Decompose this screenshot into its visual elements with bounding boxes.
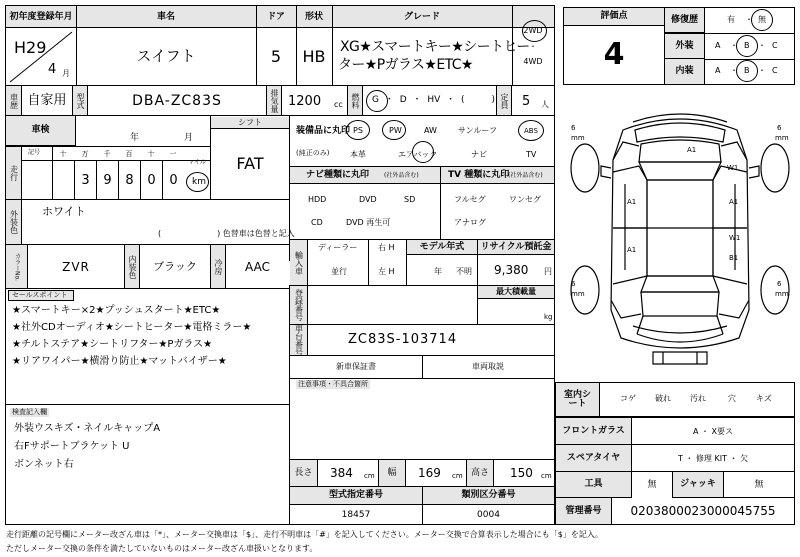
grade-line-2: ター★Pガラス★ETC★ <box>338 57 473 73</box>
fuel-g-circle <box>366 90 388 112</box>
mileage-digit-header: 千 <box>103 149 111 158</box>
equipment-subtitle: (純正のみ) <box>296 149 330 157</box>
navi-dvd-play: DVD 再生可 <box>346 218 391 227</box>
height-label: 高さ <box>466 460 494 486</box>
recycle-label: リサイクル預託金 <box>478 240 554 255</box>
sales-point-2: ★社外CDオーディオ★シートヒーター★電格ミラー★ <box>12 322 252 333</box>
navi-dvd: DVD <box>359 195 377 204</box>
interior-label-r: 内装 <box>665 59 705 84</box>
equip-airbag: エアバック <box>398 150 438 159</box>
chassis-label: 車台番号 <box>290 325 308 355</box>
tire-rr-mm: mm <box>775 290 789 298</box>
abs-circle <box>518 120 544 141</box>
tools-value: 無 <box>647 479 657 490</box>
mark-a1-right-front: A1 <box>729 198 739 206</box>
door-count: 5 <box>270 46 282 66</box>
usage-value: 自家用 <box>27 93 67 108</box>
import-label: 輸入車 <box>290 240 308 285</box>
width-value: 169 <box>418 466 441 480</box>
sales-point-1: ★スマートキー×2★プッシュスタート★ETC★ <box>12 305 221 316</box>
mark-a1-left-front: A1 <box>627 198 637 206</box>
mileage-unit-label: マイル <box>188 159 206 166</box>
name-label: 車名 <box>156 11 175 22</box>
equip-pw: PW <box>389 126 402 135</box>
registration-label: 登録番号 <box>290 286 308 324</box>
model-year-label: モデル年式 <box>407 240 477 255</box>
tire-fl-mm: mm <box>571 134 585 142</box>
score-label: 評価点 <box>564 8 664 26</box>
mileage-digit-header: 万 <box>81 149 89 158</box>
recycle-unit: 円 <box>544 267 552 276</box>
footer-line-2: ただしメーター交換の条件を満たしていないものはメーター改ざん車扱いとなります。 <box>6 544 318 553</box>
mileage-unit-value: km <box>192 177 206 187</box>
mileage-digit: 9 <box>96 161 118 199</box>
repair-yes: 有 <box>727 15 735 24</box>
management-label: 管理番号 <box>556 498 612 524</box>
repair-no: 無 <box>758 15 766 24</box>
notes-label: 注意事項・不具合箇所 <box>298 380 368 388</box>
fuel-options: G ・ D ・ HV ・ ( ) <box>372 95 496 105</box>
capacity-label: 定員 <box>496 86 512 115</box>
length-label: 長さ <box>290 460 318 486</box>
mileage-digit-header: 十 <box>59 149 67 158</box>
door-label: ドア <box>267 11 285 22</box>
drive-4wd: 4WD <box>523 57 543 66</box>
class-no-value: 0004 <box>477 509 500 520</box>
color-code-label: カラーNo. <box>6 245 28 288</box>
interior-sep1: ・ <box>730 66 738 75</box>
tools-label: 工具 <box>556 472 632 498</box>
year-label: 初年度登録年月 <box>9 11 73 22</box>
inspector-line-2: 右Fサポートブラケット U <box>14 441 130 452</box>
windshield-value: A ・ X要ス <box>692 426 734 436</box>
navi-label: ナビ種類に丸印 <box>306 170 370 180</box>
exterior-c: C <box>772 41 778 50</box>
usage-label: 車歴 <box>6 86 22 115</box>
shape-label: 形状 <box>304 11 323 22</box>
windshield-label: フロントガラス <box>556 418 632 445</box>
mileage-digit: 0 <box>140 161 162 199</box>
tire-rr-6: 6 <box>777 280 782 288</box>
drive-sep: ・ <box>529 42 537 51</box>
repair-label: 修復歴 <box>665 8 705 33</box>
interior-label: 内装色 <box>124 245 140 288</box>
color-note: ( ) 色替車は色替と記入 <box>158 229 295 238</box>
chassis-value: ZC83S-103714 <box>348 332 458 347</box>
equip-tv: TV <box>526 150 537 159</box>
navi-cd: CD <box>311 218 323 227</box>
equip-leather: 本革 <box>350 150 366 159</box>
airbag-circle <box>412 141 434 163</box>
height-unit: cm <box>541 472 552 480</box>
ac-label: 冷房 <box>210 245 226 288</box>
body-shape: HB <box>302 46 326 66</box>
class-no-label: 類別区分番号 <box>423 487 554 505</box>
interior-b-circle <box>736 60 758 82</box>
exterior-b: B <box>744 41 750 50</box>
year-value: H29 <box>14 38 47 57</box>
mark-a1-left-rear: A1 <box>627 246 637 254</box>
pw-circle <box>382 120 406 140</box>
mark-w1-front-right: W1 <box>727 164 739 172</box>
inspection-label: 車検 <box>6 116 76 146</box>
model-year-year: 年 <box>434 267 442 276</box>
car-damage-diagram <box>563 100 797 375</box>
color-value: ホワイト <box>42 205 86 218</box>
displacement-value: 1200 <box>288 94 322 109</box>
km-circle <box>186 172 209 192</box>
tv-oneseg: ワンセグ <box>509 195 541 204</box>
repair-sep: ・ <box>745 15 753 24</box>
navi-hdd: HDD <box>308 195 327 204</box>
equip-abs: ABS <box>524 127 538 135</box>
exterior-b-circle <box>736 35 758 57</box>
tv-fullseg: フルセグ <box>454 195 486 204</box>
mileage-digit: 3 <box>74 161 96 199</box>
manual-label: 車両取説 <box>472 362 504 371</box>
displacement-label: 排気量 <box>266 86 282 115</box>
max-load-unit: kg <box>544 313 553 321</box>
repair-no-circle <box>751 9 773 31</box>
tire-fr-mm: mm <box>775 134 789 142</box>
interior-sep2: ・ <box>758 66 766 75</box>
seat-label: 室内シート <box>556 383 600 416</box>
month-value: 4 <box>48 62 57 77</box>
ac-value: AAC <box>245 259 270 274</box>
equip-aw: AW <box>424 126 437 135</box>
mileage-digit-header: 十 <box>147 149 155 158</box>
mileage-digit <box>52 161 74 199</box>
footer-line-1: 走行距離の記号欄にメーター改ざん車は「*」、メーター交換車は「$」、走行不明車は「#」を記入してください。メーター交換で合算表示した場合にも「$」を記入。 <box>6 530 603 539</box>
tv-small: (社外品含む) <box>508 172 543 179</box>
mileage-sign-label: 記号 <box>28 149 41 156</box>
jack-value: 無 <box>754 479 764 490</box>
tv-analog: アナログ <box>454 218 486 227</box>
spare-value: T ・ 修理 KIT ・ 欠 <box>677 453 749 463</box>
import-left: 左 H <box>378 267 395 276</box>
fuel-label: 燃料 <box>347 86 363 115</box>
shift-value: FAT <box>236 154 264 173</box>
interior-c: C <box>772 66 778 75</box>
drive-2wd: 2WD <box>523 26 543 35</box>
inspector-line-1: 外装ウスキズ・ネイルキャップA <box>14 423 161 434</box>
tv-label: TV 種類に丸印 <box>448 170 510 180</box>
height-value: 150 <box>510 466 533 480</box>
seat-opt-yogore: 汚れ <box>690 394 706 403</box>
mark-w1-right: W1 <box>729 234 741 242</box>
navi-sd: SD <box>404 195 416 204</box>
width-unit: cm <box>452 472 463 480</box>
exterior-a: A <box>715 41 721 50</box>
interior-b: B <box>744 66 750 75</box>
mileage-digit: 0 <box>162 161 184 199</box>
model-year-value: 不明 <box>456 267 472 276</box>
seat-opt-ana: 穴 <box>728 394 736 403</box>
displacement-unit: cc <box>334 100 343 109</box>
equipment-title: 装備品に丸印 <box>296 126 351 136</box>
mileage-digit-header: 一 <box>169 149 177 158</box>
month-unit: 月 <box>62 69 70 78</box>
mileage-digit: 8 <box>118 161 140 199</box>
inspector-line-3: ボンネット右 <box>14 459 74 470</box>
import-parallel: 並行 <box>331 267 347 276</box>
interior-a: A <box>715 66 721 75</box>
equip-ps: PS <box>353 126 363 135</box>
length-unit: cm <box>364 472 375 480</box>
color-label: 外装色 <box>6 200 22 244</box>
length-value: 384 <box>330 466 353 480</box>
capacity-value: 5 <box>522 94 531 109</box>
equip-navi: ナビ <box>471 150 487 159</box>
inspector-label: 検査記入欄 <box>12 408 47 416</box>
seat-opt-koge: コゲ <box>620 394 636 403</box>
warranty-label: 新車保証書 <box>336 362 376 371</box>
mark-a1-hood: A1 <box>687 146 697 154</box>
mileage-digit-header: 百 <box>125 149 133 158</box>
import-right: 右 H <box>378 243 395 252</box>
tire-rl-6: 6 <box>571 280 576 288</box>
interior-value: ブラック <box>153 260 197 273</box>
capacity-unit: 人 <box>541 100 549 109</box>
max-load-label: 最大積載量 <box>478 286 554 299</box>
exterior-sep1: ・ <box>730 41 738 50</box>
sales-point-3: ★チルトステア★シートリフター★Pガラス★ <box>12 339 213 350</box>
navi-small: (社外品含む) <box>384 172 419 179</box>
recycle-value: 9,380 <box>494 263 529 277</box>
mark-b1-right-rear: B1 <box>729 254 739 262</box>
spare-label: スペアタイヤ <box>556 445 632 472</box>
exterior-label: 外装 <box>665 33 705 59</box>
seat-opt-kizu: キズ <box>756 394 772 403</box>
ps-circle <box>346 120 370 140</box>
score-value: 4 <box>603 37 625 72</box>
mileage-label: 走行 <box>6 147 22 199</box>
color-code: ZVR <box>62 259 90 274</box>
type-no-value: 18457 <box>341 509 371 520</box>
inspection-year-unit: 年 <box>130 133 140 143</box>
management-value: 0203800023000045755 <box>630 504 776 518</box>
shift-label: シフト <box>211 117 289 129</box>
model-label: 型式 <box>72 86 88 115</box>
equip-sunroof: サンルーフ <box>458 126 497 135</box>
seat-opt-yabure: 破れ <box>655 394 671 403</box>
import-dealer: ディーラー <box>318 243 358 252</box>
sales-points-label: セールスポイント <box>8 290 74 301</box>
exterior-sep2: ・ <box>758 41 766 50</box>
model-value: DBA-ZC83S <box>132 92 222 109</box>
sales-point-4: ★リアワイパー★横滑り防止★マットバイザー★ <box>12 356 227 367</box>
tire-fl-6: 6 <box>571 124 576 132</box>
inspection-month-unit: 月 <box>184 133 194 143</box>
type-no-label: 型式指定番号 <box>290 487 422 505</box>
drive-2wd-circle <box>522 20 547 42</box>
grade-line-1: XG★スマートキー★シートヒー <box>340 39 530 55</box>
grade-label: グレード <box>403 11 440 22</box>
width-label: 幅 <box>378 460 406 486</box>
tire-fr-6: 6 <box>777 124 782 132</box>
car-name: スイフト <box>136 47 196 65</box>
tire-rl-mm: mm <box>571 290 585 298</box>
jack-label: ジャッキ <box>672 472 724 498</box>
